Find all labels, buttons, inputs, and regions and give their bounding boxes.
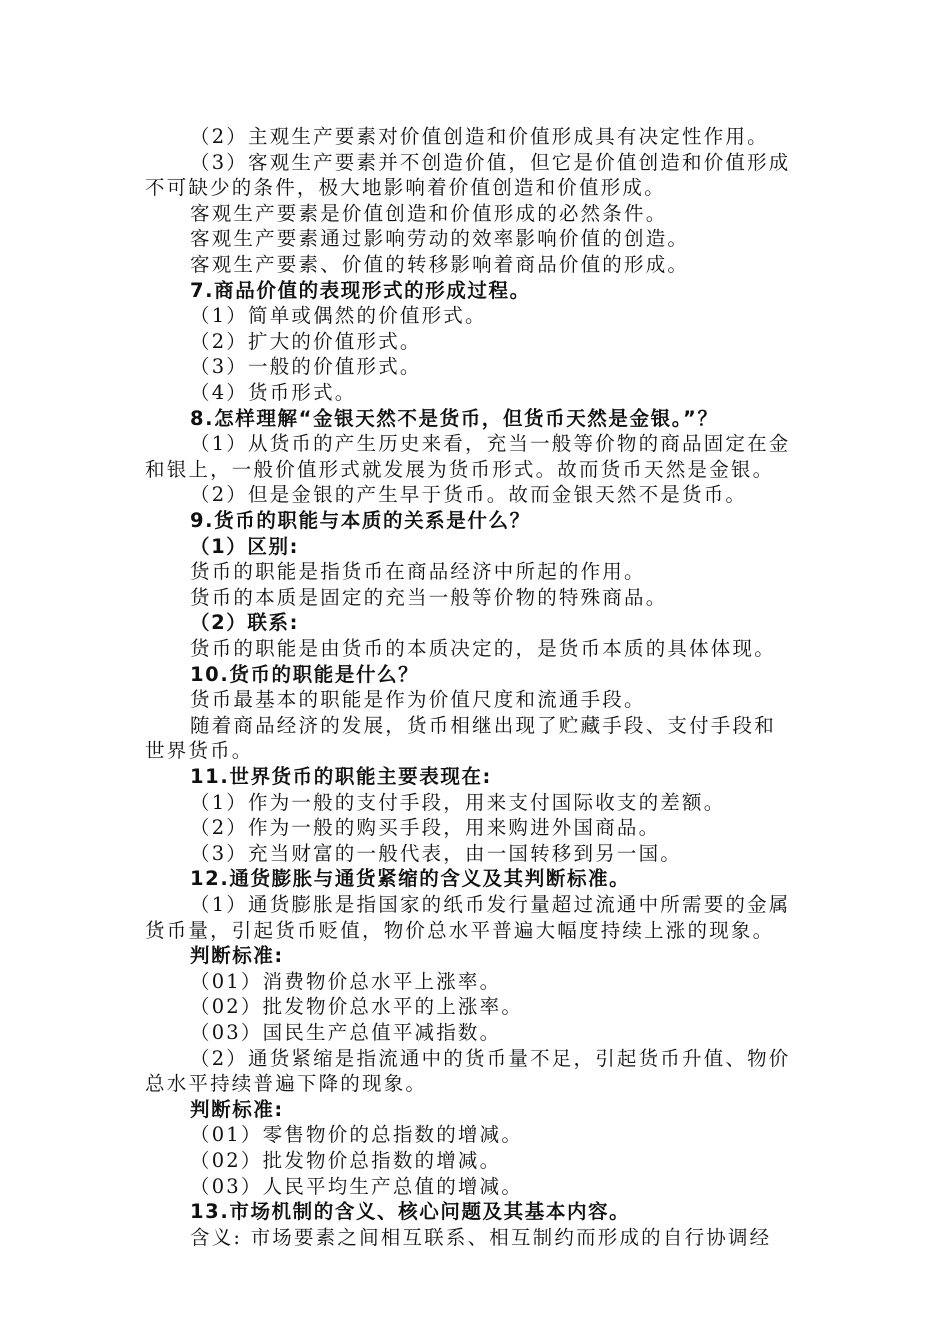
paragraph-line: 客观生产要素是价值创造和价值形成的必然条件。 xyxy=(190,201,668,225)
section-heading: 8.怎样理解“金银天然不是货币，但货币天然是金银。”？ xyxy=(190,406,719,430)
paragraph-line: （3）充当财富的一般代表，由一国转移到另一国。 xyxy=(190,841,683,865)
paragraph-line: 货币最基本的职能是作为价值尺度和流通手段。 xyxy=(190,688,646,712)
section-heading: 判断标准: xyxy=(190,1097,284,1121)
paragraph-line: 含义: 市场要素之间相互联系、相互制约而形成的自行协调经 xyxy=(190,1225,772,1249)
paragraph-line: 货币的职能是由货币的本质决定的，是货币本质的具体体现。 xyxy=(190,637,776,660)
section-heading: 13.市场机制的含义、核心问题及其基本内容。 xyxy=(190,1200,631,1224)
paragraph-line: 货币的职能是指货币在商品经济中所起的作用。 xyxy=(190,560,646,584)
section-heading: 11.世界货币的职能主要表现在: xyxy=(190,765,492,788)
paragraph-line: （01）消费物价总水平上涨率。 xyxy=(190,969,502,993)
section-heading: 12.通货膨胀与通货紧缩的含义及其判断标准。 xyxy=(190,867,631,891)
paragraph-line: 世界货币。 xyxy=(145,739,254,763)
paragraph-line: 客观生产要素、价值的转移影响着商品价值的形成。 xyxy=(190,253,690,276)
paragraph-line: （1）从货币的产生历史来看，充当一般等价物的商品固定在金 xyxy=(190,432,791,456)
section-heading: （1）区别: xyxy=(190,534,299,558)
paragraph-line: 和银上，一般价值形式就发展为货币形式。故而货币天然是金银。 xyxy=(145,457,775,481)
paragraph-line: （1）通货膨胀是指国家的纸币发行量超过流通中所需要的金属 xyxy=(190,893,791,916)
paragraph-line: （1）简单或偶然的价值形式。 xyxy=(190,304,487,328)
paragraph-line: 客观生产要素通过影响劳动的效率影响价值的创造。 xyxy=(190,227,690,251)
paragraph-line: 随着商品经济的发展，货币相继出现了贮藏手段、支付手段和 xyxy=(190,713,776,737)
paragraph-line: （01）零售物价的总指数的增减。 xyxy=(190,1123,524,1147)
paragraph-line: 总水平持续普遍下降的现象。 xyxy=(145,1072,428,1096)
paragraph-line: 货币量，引起货币贬值，物价总水平普遍大幅度持续上涨的现象。 xyxy=(145,918,775,942)
section-heading: 判断标准: xyxy=(190,944,284,968)
paragraph-line: （3）客观生产要素并不创造价值，但它是价值创造和价值形成 xyxy=(190,150,791,174)
paragraph-line: （2）扩大的价值形式。 xyxy=(190,329,422,353)
paragraph-line: （2）通货紧缩是指流通中的货币量不足，引起货币升值、物价 xyxy=(190,1046,791,1070)
section-heading: 9.货币的职能与本质的关系是什么？ xyxy=(190,509,531,532)
section-heading: （2）联系: xyxy=(190,611,299,635)
paragraph-line: （03）人民平均生产总值的增减。 xyxy=(190,1174,524,1198)
paragraph-line: （2）但是金银的产生早于货币。故而金银天然不是货币。 xyxy=(190,483,748,507)
paragraph-line: 货币的本质是固定的充当一般等价物的特殊商品。 xyxy=(190,585,668,609)
paragraph-line: （03）国民生产总值平减指数。 xyxy=(190,1021,502,1044)
paragraph-line: （2）主观生产要素对价值创造和价值形成具有决定性作用。 xyxy=(190,125,769,148)
section-heading: 10.货币的职能是什么？ xyxy=(190,662,420,686)
paragraph-line: （02）批发物价总水平的上涨率。 xyxy=(190,995,524,1019)
paragraph-line: （1）作为一般的支付手段，用来支付国际收支的差额。 xyxy=(190,790,726,814)
section-heading: 7.商品价值的表现形式的形成过程。 xyxy=(190,278,531,302)
paragraph-line: （3）一般的价值形式。 xyxy=(190,355,422,379)
paragraph-line: （02）批发物价总指数的增减。 xyxy=(190,1149,502,1172)
paragraph-line: （4）货币形式。 xyxy=(190,381,357,404)
paragraph-line: （2）作为一般的购买手段，用来购进外国商品。 xyxy=(190,816,661,840)
paragraph-line: 不可缺少的条件，极大地影响着价值创造和价值形成。 xyxy=(145,176,666,200)
